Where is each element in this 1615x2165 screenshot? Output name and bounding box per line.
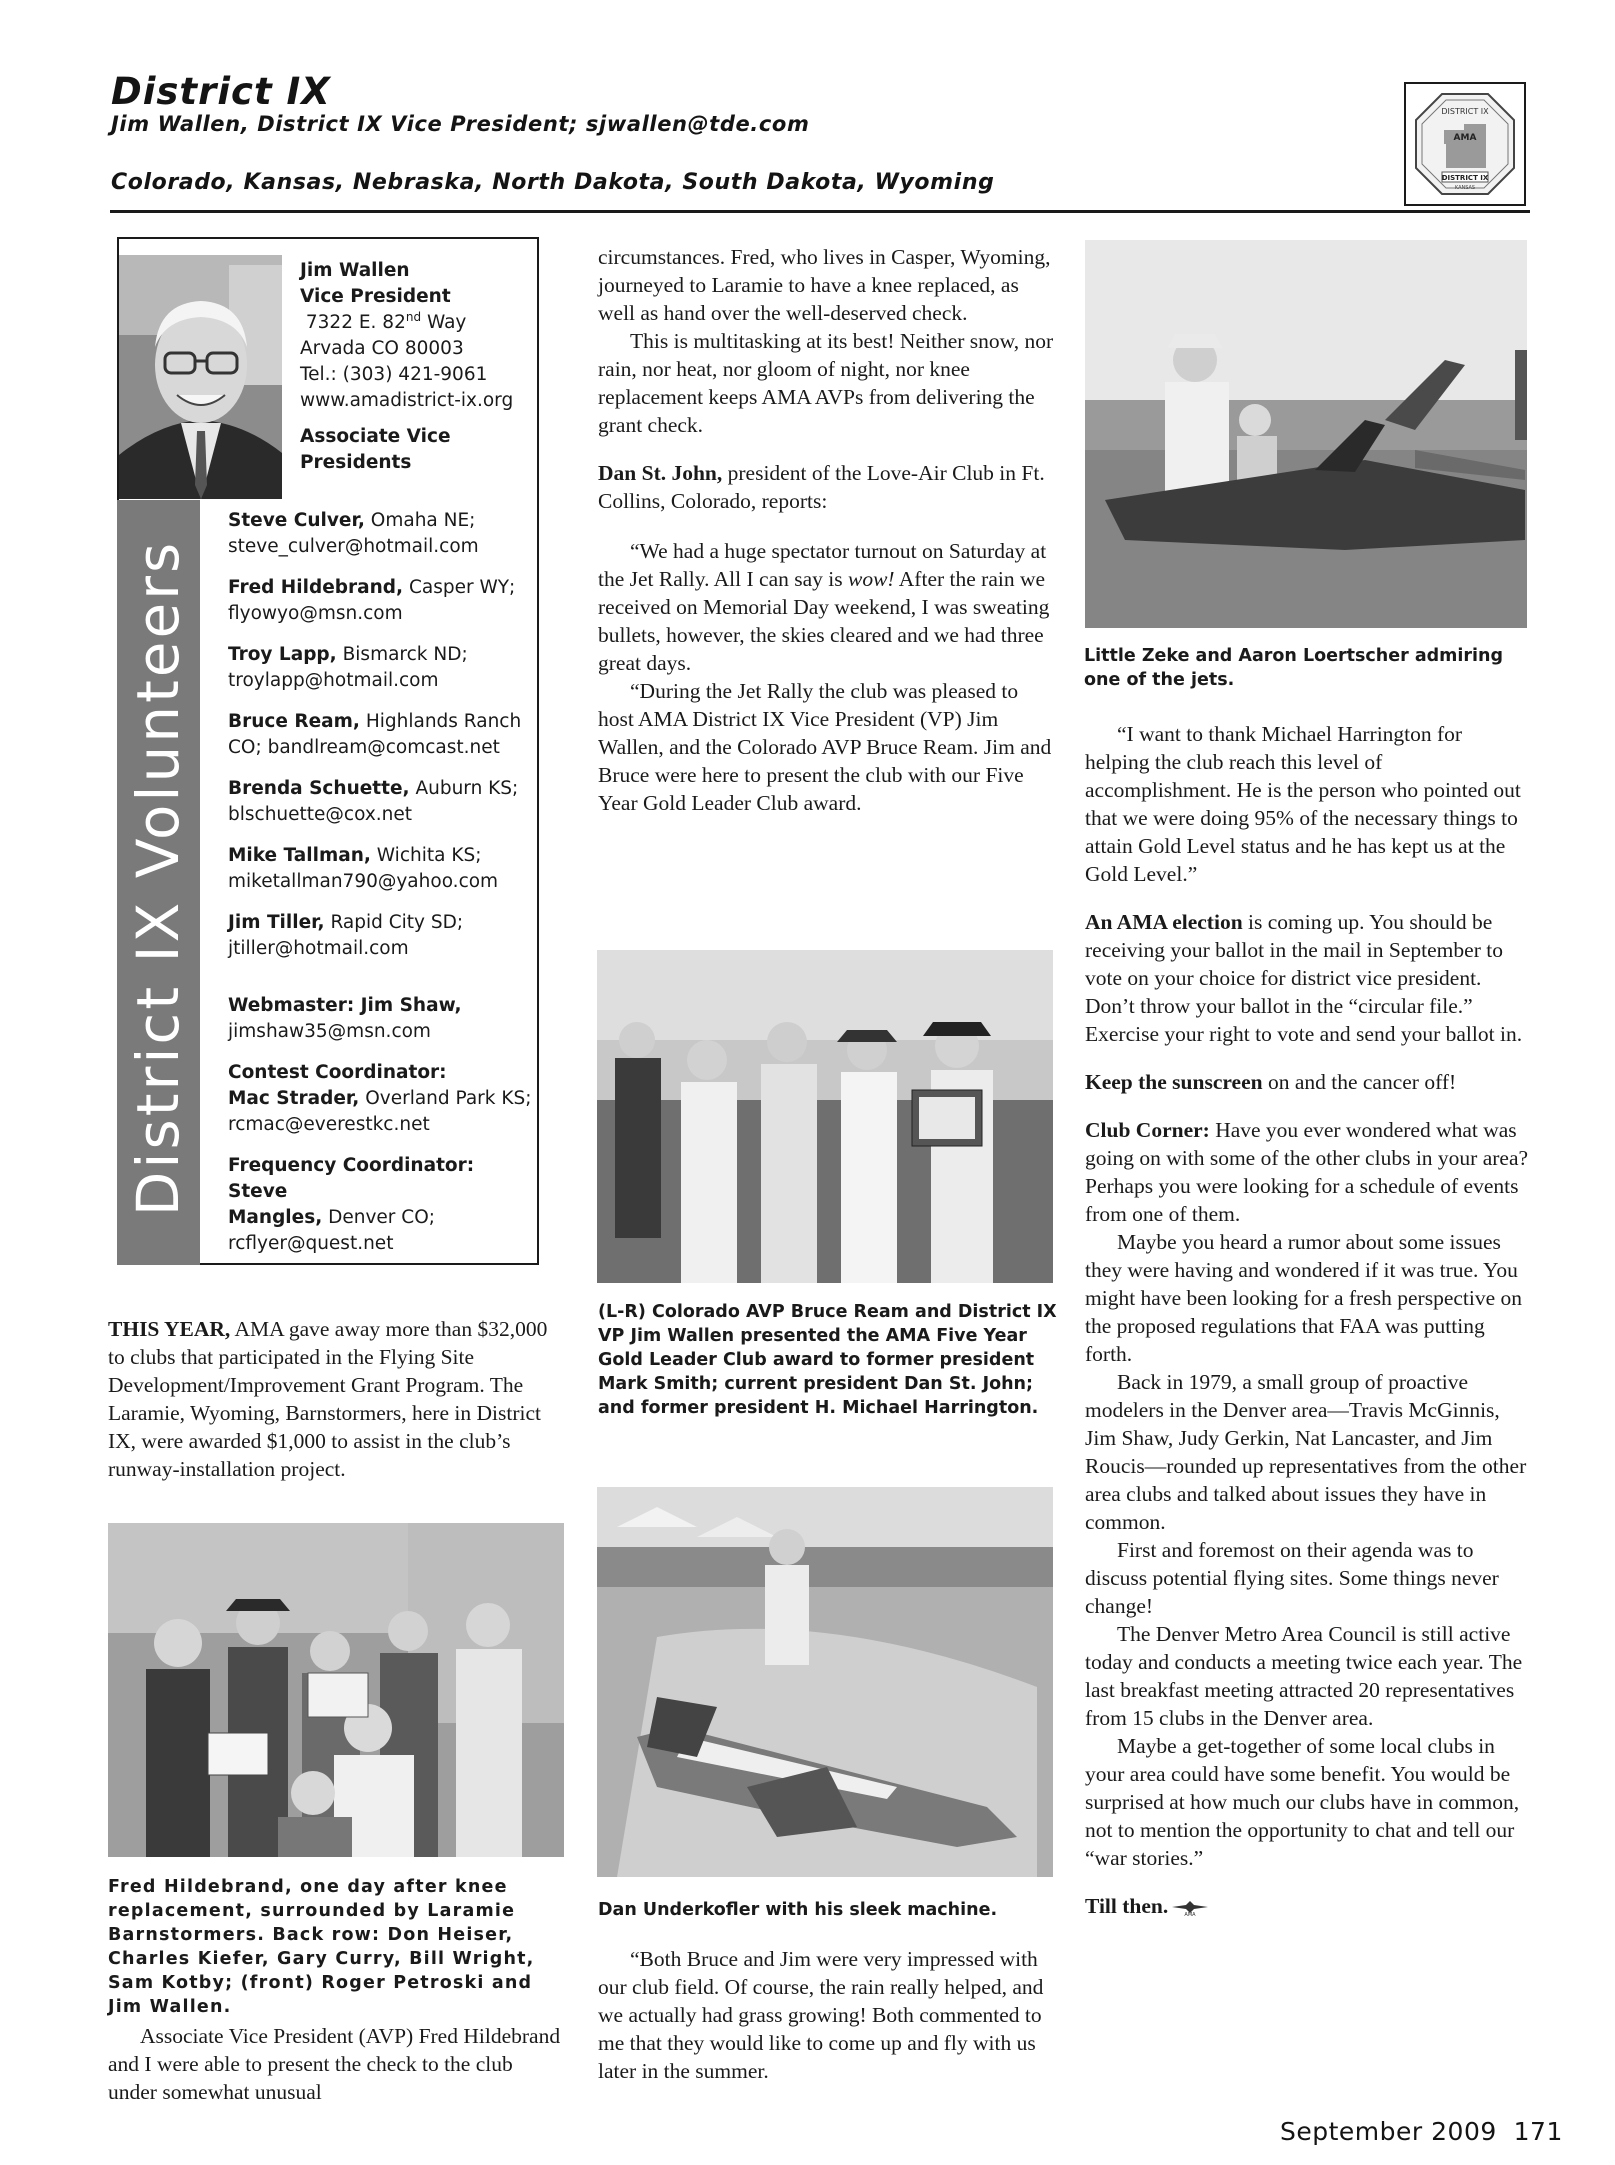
avp-email[interactable]: jtiller@hotmail.com bbox=[228, 938, 409, 959]
page-footer: September 2009 171 bbox=[1280, 2117, 1563, 2146]
district-logo bbox=[1404, 82, 1526, 206]
dan-underkofler-jet-photo bbox=[597, 1487, 1053, 1877]
col2-text-bottom: “Both Bruce and Jim were very impressed with our club field. Of course, the rain really helped, and we actually had grass growing! Both commented to me that they would like to come up and fly with us later in the summer. bbox=[598, 1947, 1044, 2083]
avp-email[interactable]: CO; bandlream@comcast.net bbox=[228, 737, 500, 758]
page-title: District IX bbox=[111, 70, 331, 113]
avp-entry: Troy Lapp, Bismarck ND; troylapp@hotmail.com bbox=[228, 642, 533, 694]
avp-entry: Jim Tiller, Rapid City SD; jtiller@hotmail.com bbox=[228, 910, 533, 962]
ama-wings-text: AMA bbox=[1184, 1912, 1196, 1918]
frequency-coordinator-entry: Frequency Coordinator: Steve Mangles, Denver CO; rcflyer@quest.net bbox=[228, 1153, 533, 1257]
avp-email[interactable]: miketallman790@yahoo.com bbox=[228, 871, 499, 892]
avp-email[interactable]: steve_culver@hotmail.com bbox=[228, 536, 479, 557]
col1-intro: THIS YEAR, AMA gave away more than $32,000 to clubs that participated in the Flying Site Development/Improvement Grant Program. The Laramie, Wyoming, Barnstormers, here in District IX, were awarded $1,000 to assist in the club’s runway-installation project. bbox=[108, 1317, 548, 1481]
sign-off: Till then. AMA bbox=[1085, 1892, 1531, 1920]
vp-role: Vice President bbox=[300, 286, 451, 307]
logo-center-text: AMA bbox=[1453, 133, 1477, 143]
jim-wallen-photo bbox=[119, 255, 282, 499]
logo-top-text: DISTRICT IX bbox=[1441, 107, 1489, 116]
volunteers-strip-title-text: District IX Volunteers bbox=[124, 539, 192, 1217]
header-rule bbox=[110, 210, 1530, 213]
avp-email[interactable]: blschuette@cox.net bbox=[228, 804, 413, 825]
avp-entry: Steve Culver, Omaha NE; steve_culver@hotmail.com bbox=[228, 508, 533, 560]
vp-address1: 7322 E. 82nd Way bbox=[305, 309, 467, 333]
barnstormers-caption: Fred Hildebrand, one day after knee replacement, surrounded by Laramie Barnstormers. Back row: Don Heiser, Charles Kiefer, Gary Curry, Bill Wright, Sam Kotby; (front) Roger Petroski and Jim Wallen. bbox=[108, 1877, 535, 2017]
avp-email[interactable]: flyowyo@msn.com bbox=[228, 603, 403, 624]
jets-caption: Little Zeke and Aaron Loertscher admiring one of the jets. bbox=[1084, 646, 1504, 690]
jets-display-photo bbox=[1085, 240, 1527, 628]
vp-contact bbox=[300, 258, 530, 476]
vp-name: Jim Wallen bbox=[300, 260, 410, 281]
frequency-email[interactable]: rcflyer@quest.net bbox=[228, 1233, 394, 1254]
logo-tag-text: KANSAS bbox=[1454, 185, 1476, 191]
logo-bottom-text: DISTRICT IX bbox=[1441, 174, 1489, 182]
gold-leader-award-photo bbox=[597, 950, 1053, 1283]
award-caption: (L-R) Colorado AVP Bruce Ream and District IX VP Jim Wallen presented the AMA Five Year Gold Leader Club award to former president Mark Smith; current president Dan St. John; and former president H. Michael Harrington. bbox=[598, 1302, 1057, 1418]
vp-tel: Tel.: (303) 421-9061 bbox=[300, 364, 488, 385]
avp-heading: Associate Vice bbox=[300, 426, 451, 447]
avp-heading-2: Presidents bbox=[300, 452, 412, 473]
col3-text: “I want to thank Michael Harrington for helping the club reach this level of accomplishment. He is the person who pointed out that we were doing 95% of the necessary things to attain Gold Level status and he has kept us at the Gold Level.” An AMA election is coming up. You should be receiving your ballot in the mail in September to vote on your choice for district vice president. Don’t throw your ballot in the “circular file.” Exercise your right to vote and send your ballot in. Keep the sunscreen on and the cancer off! Club Corner: Have you ever wondered what was going on with some of the other clubs in your area? Perhaps you were looking for a schedule of events from one of them. Maybe you heard a rumor about some issues they were having and wondered if it was true. You might have been looking for a fresh perspective on the proposed regulations that FAA was putting forth. Back in 1979, a small group of proactive modelers in the Denver area—Travis McGinnis, Jim Shaw, Judy Gerkin, Nat Lancaster, and Jim Roucis—rounded up representatives from the other area clubs and talked about issues they have in common. First and foremost on their agenda was to discuss potential flying sites. Some things never change! The Denver Metro Area Council is still active today and conducts a meeting twice each year. The last breakfast meeting attracted 20 representatives from 15 clubs in the Denver area. Maybe a get-together of some local clubs in your area could have some benefit. You would be surprised at how much our clubs have in common, not to mention the opportunity to chat and tell our “war stories.” Till then. AMA bbox=[1085, 720, 1531, 1920]
vp-contact-line: Jim Wallen, District IX Vice President; sjwallen@tde.com bbox=[111, 112, 810, 136]
contest-email[interactable]: rcmac@everestkc.net bbox=[228, 1114, 430, 1135]
contest-coordinator-entry: Contest Coordinator: Mac Strader, Overland Park KS; rcmac@everestkc.net bbox=[228, 1060, 533, 1138]
states-line: Colorado, Kansas, Nebraska, North Dakota, South Dakota, Wyoming bbox=[111, 170, 995, 195]
avp-entry: Bruce Ream, Highlands Ranch CO; bandlream@comcast.net bbox=[228, 709, 533, 761]
col1-continued: Associate Vice President (AVP) Fred Hildebrand and I were able to present the check to the club under somewhat unusual bbox=[108, 2024, 561, 2104]
col2-text-top: circumstances. Fred, who lives in Casper, Wyoming, journeyed to Laramie to have a knee replaced, as well as hand over the well-deserved check. This is multitasking at its best! Neither snow, nor rain, nor heat, nor gloom of night, nor knee replacement keeps AMA AVPs from delivering the grant check. Dan St. John, president of the Love-Air Club in Ft. Collins, Colorado, reports: “We had a huge spectator turnout on Saturday at the Jet Rally. All I can say is wow! After the rain we received on Memorial Day weekend, I was sweating bullets, however, the skies cleared and we had three great days. “During the Jet Rally the club was pleased to host AMA District IX Vice President (VP) Jim Wallen, and the Colorado AVP Bruce Ream. Jim and Bruce were here to present the club with our Five Year Gold Leader Club award. bbox=[598, 245, 1054, 815]
avp-entry: Brenda Schuette, Auburn KS; blschuette@cox.net bbox=[228, 776, 533, 828]
vp-address2: Arvada CO 80003 bbox=[300, 338, 464, 359]
dan-underkofler-caption: Dan Underkofler with his sleek machine. bbox=[598, 1900, 998, 1920]
ama-wings-icon bbox=[1170, 1899, 1210, 1917]
avp-entry: Fred Hildebrand, Casper WY; flyowyo@msn.com bbox=[228, 575, 533, 627]
webmaster-email[interactable]: jimshaw35@msn.com bbox=[228, 1021, 431, 1042]
vp-web[interactable]: www.amadistrict-ix.org bbox=[300, 390, 514, 411]
avp-entry: Mike Tallman, Wichita KS; miketallman790@yahoo.com bbox=[228, 843, 533, 895]
barnstormers-photo bbox=[108, 1523, 564, 1857]
webmaster-entry: Webmaster: Jim Shaw, jimshaw35@msn.com bbox=[228, 993, 533, 1045]
district-logo-graphic bbox=[1406, 84, 1524, 204]
avp-email[interactable]: troylapp@hotmail.com bbox=[228, 670, 439, 691]
